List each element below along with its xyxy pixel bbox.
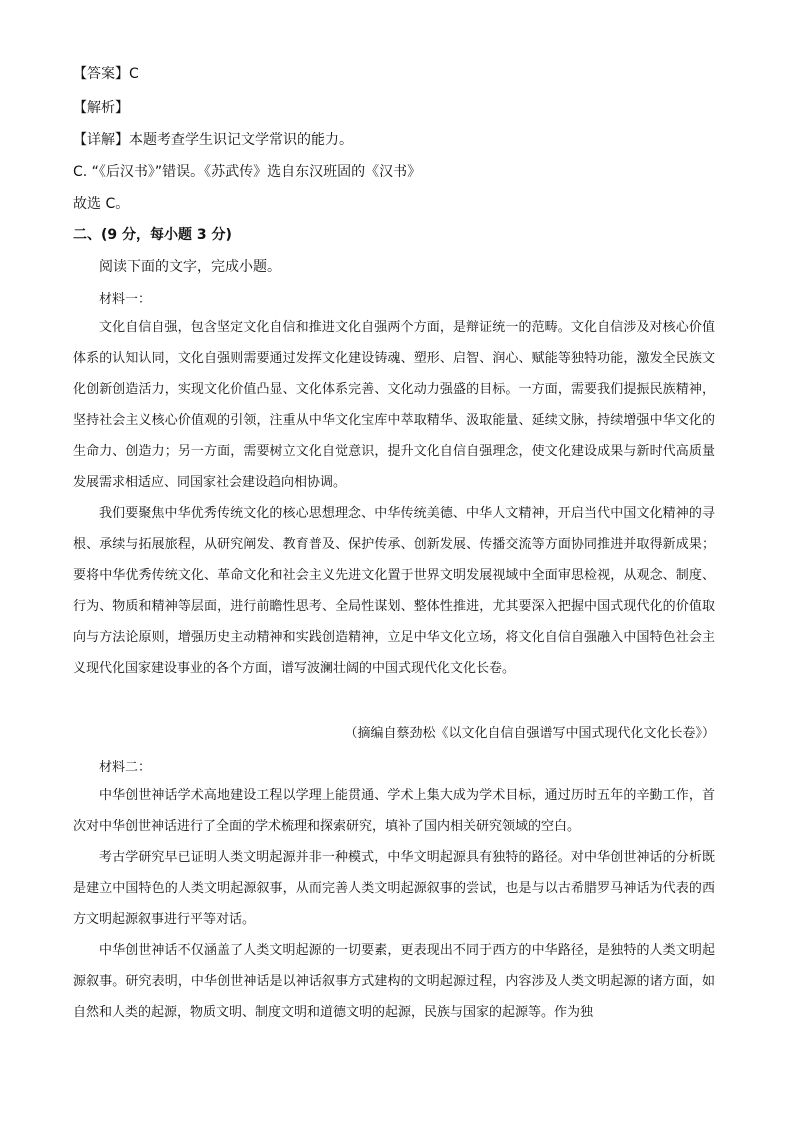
material2-paragraph-1: 中华创世神话学术高地建设工程以学理上能贯通、学术上集大成为学术目标，通过历时五年的辛勤工作，首次对中华创世神话进行了全面的学术梳理和探索研究，填补了国内相关研究领域的空白。 (73, 788, 715, 834)
material2-paragraph-3: 中华创世神话不仅涵盖了人类文明起源的一切要素，更表现出不同于西方的中华路径，是独特的人类文明起源叙事。研究表明，中华创世神话是以神话叙事方式建构的文明起源过程，内容涉及人类文明起源的诸方面，如自然和人类的起源，物质文明、制度文明和道德文明的起源，民族与国家的起源等。作为独 (73, 943, 715, 1020)
conclusion-line: 故选 C。 (73, 196, 130, 212)
section-instruction: 阅读下面的文字，完成小题。 (99, 259, 281, 275)
detail-tag: 【详解】 (73, 132, 129, 148)
section-heading: 二、(9 分，每小题 3 分) (73, 227, 232, 243)
detail-text: 本题考查学生识记文学常识的能力。 (129, 132, 353, 148)
material2-label: 材料二： (99, 760, 152, 775)
answer-value: C (129, 66, 139, 82)
material2-paragraph-2: 考古学研究早已证明人类文明起源并非一种模式，中华文明起源具有独特的路径。对中华创世神话的分析既是建立中国特色的人类文明起源叙事，从而完善人类文明起源叙事的尝试，也是与以古希腊罗马神话为代表的西方文明起源叙事进行平等对话。 (73, 850, 715, 927)
material1-label: 材料一： (99, 292, 152, 307)
answer-tag: 【答案】 (73, 66, 129, 82)
analysis-heading: 【解析】 (73, 100, 129, 116)
material1-source: （摘编自蔡劲松《以文化自信自强谱写中国式现代化文化长卷》） (344, 726, 715, 741)
material1-paragraph-2: 我们要聚焦中华优秀传统文化的核心思想理念、中华传统美德、中华人文精神，开启当代中国文化精神的寻根、承续与拓展旅程，从研究阐发、教育普及、保护传承、创新发展、传播交流等方面协同推进并取得新成果；要将中华优秀传统文化、革命文化和社会主义先进文化置于世界文明发展视域中全面审思检视，从观念、制度、行为、物质和精神等层面，进行前瞻性思考、全局性谋划、整体性推进，尤其要深入把握中国式现代化的价值取向与方法论原则，增强历史主动精神和实践创造精神，立足中华文化立场，将文化自信自强融入中国特色社会主义现代化国家建设事业的各个方面，谱写波澜壮阔的中国式现代化文化长卷。 (73, 506, 715, 676)
detail-line (73, 130, 353, 150)
material1-paragraph-1: 文化自信自强，包含坚定文化自信和推进文化自强两个方面，是辩证统一的范畴。文化自信涉及对核心价值体系的认知认同，文化自强则需要通过发挥文化建设铸魂、塑形、启智、润心、赋能等独特功能，激发全民族文化创新创造活力，实现文化价值凸显、文化体系完善、文化动力强盛的目标。一方面，需要我们提振民族精神，坚持社会主义核心价值观的引领，注重从中华文化宝库中萃取精华、汲取能量、延续文脉，持续增强中华文化的生命力、创造力；另一方面，需要树立文化自觉意识，提升文化自信自强理念，使文化建设成果与新时代高质量发展需求相适应、同国家社会建设趋向相协调。 (73, 320, 715, 490)
answer-line (73, 64, 139, 84)
explanation-line: C. “《后汉书》”错误。《苏武传》选自东汉班固的《汉书》 (73, 164, 422, 180)
